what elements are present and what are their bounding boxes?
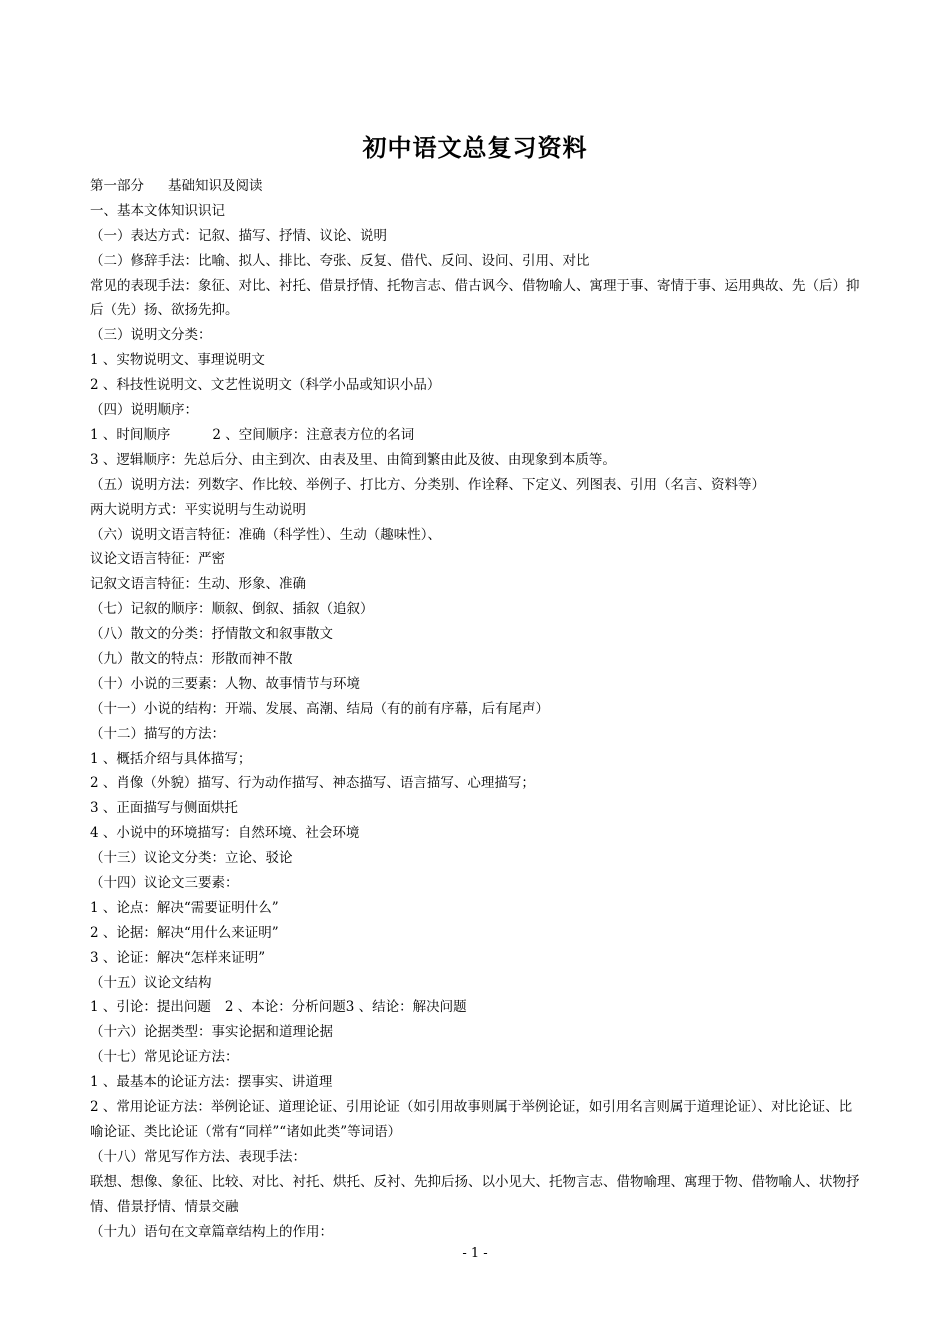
text-line: 4 、小说中的环境描写：自然环境、社会环境 bbox=[90, 825, 360, 842]
text-line: （十八）常见写作方法、表现手法： bbox=[90, 1148, 306, 1165]
text-line: （八）散文的分类：抒情散文和叙事散文 bbox=[90, 626, 333, 643]
text-line: （十七）常见论证方法： bbox=[90, 1049, 239, 1066]
part-name: 基础知识及阅读 bbox=[168, 178, 263, 194]
text-line: 2 、常用论证方法：举例论证、道理论证、引用论证（如引用故事则属于举例论证，如引用名言则属于道理论证）、对比论证、比喻论证、类比论证（常有“同样”“诸如此类”等词语） bbox=[90, 1098, 853, 1140]
structure-conclusion: 3 、结论：解决问题 bbox=[345, 999, 467, 1016]
text-line: （十九）语句在文章篇章结构上的作用： bbox=[90, 1223, 333, 1240]
text-line: （十四）议论文三要素： bbox=[90, 874, 239, 891]
document-body bbox=[90, 174, 865, 1244]
text-line: （十一）小说的结构：开端、发展、高潮、结局（有的前有序幕，后有尾声） bbox=[90, 700, 549, 717]
text-line: （六）说明文语言特征：准确（科学性）、生动（趣味性）、 bbox=[90, 526, 441, 543]
text-line: （二）修辞手法：比喻、拟人、排比、夸张、反复、借代、反问、设问、引用、对比 bbox=[90, 252, 590, 269]
page-number: - 1 - bbox=[462, 1246, 488, 1261]
text-line: （十）小说的三要素：人物、故事情节与环境 bbox=[90, 675, 360, 692]
text-line: 联想、想像、象征、比较、对比、衬托、烘托、反衬、先抑后扬、以小见大、托物言志、借物喻理、寓理于物、借物喻人、状物抒情、借景抒情、情景交融 bbox=[90, 1173, 860, 1215]
text-line: （十三）议论文分类：立论、驳论 bbox=[90, 850, 293, 867]
text-line: 两大说明方式：平实说明与生动说明 bbox=[90, 501, 306, 518]
text-line: 议论文语言特征：严密 bbox=[90, 551, 225, 568]
text-line: 2 、论据：解决“用什么来证明” bbox=[90, 924, 279, 941]
order-space: 2 、空间顺序：注意表方位的名词 bbox=[212, 426, 415, 443]
text-line: （七）记叙的顺序：顺叙、倒叙、插叙（追叙） bbox=[90, 601, 374, 618]
text-line: （五）说明方法：列数字、作比较、举例子、打比方、分类别、作诠释、下定义、列图表、引用（名言、资料等） bbox=[90, 476, 765, 493]
text-line: （十二）描写的方法： bbox=[90, 725, 225, 742]
text-line: 记叙文语言特征：生动、形象、准确 bbox=[90, 576, 306, 593]
text-line: 3 、逻辑顺序：先总后分、由主到次、由表及里、由简到繁由此及彼、由现象到本质等。 bbox=[90, 451, 616, 468]
text-line: （一）表达方式：记叙、描写、抒情、议论、说明 bbox=[90, 227, 387, 244]
structure-body: 2 、本论：分析问题 bbox=[224, 999, 346, 1016]
structure-intro: 1 、引论：提出问题 bbox=[90, 999, 211, 1016]
part-heading bbox=[90, 174, 865, 199]
text-line: 1 、实物说明文、事理说明文 bbox=[90, 352, 265, 369]
text-line bbox=[90, 995, 865, 1020]
text-line bbox=[90, 423, 865, 448]
text-line: 3 、论证：解决“怎样来证明” bbox=[90, 949, 266, 966]
text-line: 2 、肖像（外貌）描写、行为动作描写、神态描写、语言描写、心理描写； bbox=[90, 775, 535, 792]
document-title: 初中语文总复习资料 bbox=[362, 133, 588, 162]
text-line: （十五）议论文结构 bbox=[90, 974, 212, 991]
text-line: （四）说明顺序： bbox=[90, 402, 198, 419]
text-line: 1 、论点：解决“需要证明什么” bbox=[90, 899, 279, 916]
order-time: 1 、时间顺序 bbox=[90, 426, 171, 443]
part-label: 第一部分 bbox=[90, 178, 144, 194]
text-line: 常见的表现手法：象征、对比、衬托、借景抒情、托物言志、借古讽今、借物喻人、寓理于事、寄情于事、运用典故、先（后）抑后（先）扬、欲扬先抑。 bbox=[90, 277, 860, 319]
text-line: （十六）论据类型：事实论据和道理论据 bbox=[90, 1024, 333, 1041]
text-line: 2 、科技性说明文、文艺性说明文（科学小品或知识小品） bbox=[90, 377, 441, 394]
text-line: （九）散文的特点：形散而神不散 bbox=[90, 650, 293, 667]
text-line: 3 、正面描写与侧面烘托 bbox=[90, 800, 238, 817]
text-line: 1 、概括介绍与具体描写； bbox=[90, 750, 252, 767]
text-line: 一、基本文体知识识记 bbox=[90, 202, 225, 219]
text-line: （三）说明文分类： bbox=[90, 327, 212, 344]
text-line: 1 、最基本的论证方法：摆事实、讲道理 bbox=[90, 1074, 333, 1091]
